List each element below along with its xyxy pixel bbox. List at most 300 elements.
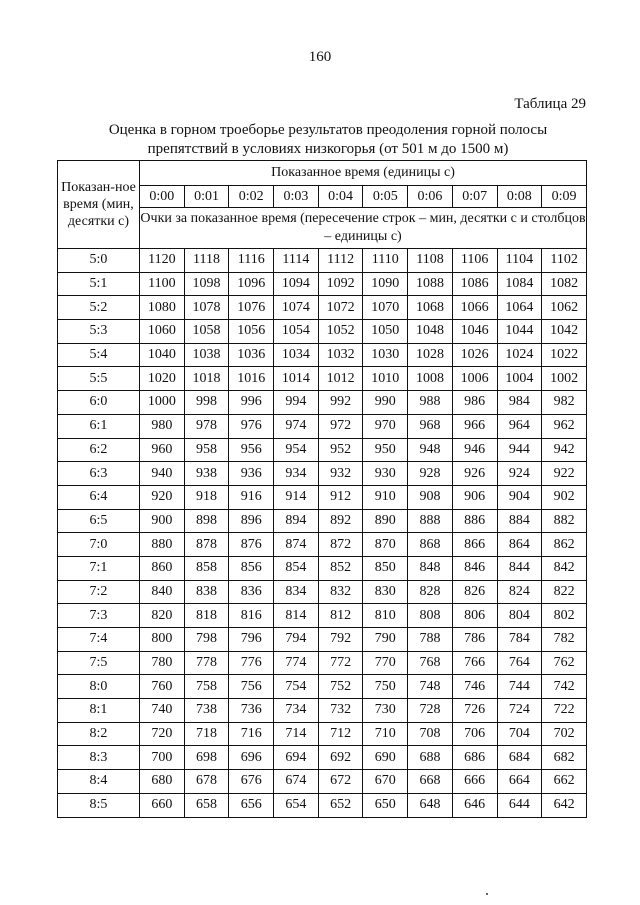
row-time-cell: 7:5: [58, 651, 140, 675]
score-cell: 1084: [497, 272, 542, 296]
table-row: [58, 509, 587, 533]
score-cell: 924: [497, 462, 542, 486]
score-cell: 1082: [542, 272, 587, 296]
score-cell: 880: [140, 533, 185, 557]
score-cell: 898: [184, 509, 229, 533]
score-cell: 706: [452, 722, 497, 746]
table-row: [58, 722, 587, 746]
score-cell: 668: [408, 770, 453, 794]
time-shown-header: Показанное время (единицы с): [140, 161, 587, 186]
row-time-cell: 5:1: [58, 272, 140, 296]
table-row: [58, 580, 587, 604]
score-cell: 694: [274, 746, 319, 770]
table-row: [58, 320, 587, 344]
score-cell: 836: [229, 580, 274, 604]
score-cell: 1088: [408, 272, 453, 296]
score-cell: 716: [229, 722, 274, 746]
score-cell: 1114: [274, 249, 319, 273]
score-cell: 854: [274, 556, 319, 580]
score-cell: 1086: [452, 272, 497, 296]
score-cell: 660: [140, 793, 185, 817]
score-cell: 1050: [363, 320, 408, 344]
score-cell: 982: [542, 391, 587, 415]
table-label: Таблица 29: [514, 96, 586, 112]
score-cell: 1062: [542, 296, 587, 320]
score-cell: 644: [497, 793, 542, 817]
score-cell: 848: [408, 556, 453, 580]
score-cell: 878: [184, 533, 229, 557]
score-cell: 1100: [140, 272, 185, 296]
score-cell: 810: [363, 604, 408, 628]
score-cell: 846: [452, 556, 497, 580]
score-cell: 962: [542, 414, 587, 438]
table-row: [58, 343, 587, 367]
row-time-cell: 8:4: [58, 770, 140, 794]
unit-header-cell: 0:03: [274, 186, 319, 208]
score-cell: 1112: [318, 249, 363, 273]
score-cell: 698: [184, 746, 229, 770]
score-cell: 932: [318, 462, 363, 486]
score-cell: 872: [318, 533, 363, 557]
score-cell: 976: [229, 414, 274, 438]
row-time-cell: 6:3: [58, 462, 140, 486]
score-cell: 900: [140, 509, 185, 533]
row-time-cell: 5:2: [58, 296, 140, 320]
score-cell: 710: [363, 722, 408, 746]
row-time-cell: 7:4: [58, 628, 140, 652]
score-cell: 952: [318, 438, 363, 462]
score-cell: 958: [184, 438, 229, 462]
score-cell: 1104: [497, 249, 542, 273]
score-cell: 736: [229, 699, 274, 723]
score-cell: 1096: [229, 272, 274, 296]
score-cell: 1120: [140, 249, 185, 273]
score-cell: 1002: [542, 367, 587, 391]
score-cell: 684: [497, 746, 542, 770]
score-cell: 672: [318, 770, 363, 794]
table-row: [58, 793, 587, 817]
unit-header-cell: 0:02: [229, 186, 274, 208]
score-cell: 652: [318, 793, 363, 817]
score-cell: 656: [229, 793, 274, 817]
score-cell: 1036: [229, 343, 274, 367]
score-cell: 818: [184, 604, 229, 628]
row-time-cell: 6:1: [58, 414, 140, 438]
score-cell: 862: [542, 533, 587, 557]
score-cell: 950: [363, 438, 408, 462]
score-cell: 676: [229, 770, 274, 794]
score-cell: 1118: [184, 249, 229, 273]
score-cell: 726: [452, 699, 497, 723]
score-cell: 738: [184, 699, 229, 723]
row-time-cell: 6:4: [58, 485, 140, 509]
table-row: [58, 770, 587, 794]
score-cell: 992: [318, 391, 363, 415]
score-cell: 934: [274, 462, 319, 486]
row-time-cell: 6:5: [58, 509, 140, 533]
score-cell: 722: [542, 699, 587, 723]
score-cell: 752: [318, 675, 363, 699]
score-cell: 750: [363, 675, 408, 699]
score-table: [57, 160, 587, 818]
score-cell: 720: [140, 722, 185, 746]
score-cell: 768: [408, 651, 453, 675]
score-cell: 740: [140, 699, 185, 723]
score-cell: 1058: [184, 320, 229, 344]
score-cell: 1040: [140, 343, 185, 367]
score-cell: 808: [408, 604, 453, 628]
score-cell: 678: [184, 770, 229, 794]
score-cell: 788: [408, 628, 453, 652]
score-cell: 806: [452, 604, 497, 628]
score-cell: 974: [274, 414, 319, 438]
score-cell: 748: [408, 675, 453, 699]
unit-header-cell: 0:01: [184, 186, 229, 208]
score-cell: 742: [542, 675, 587, 699]
score-cell: 828: [408, 580, 453, 604]
score-cell: 1116: [229, 249, 274, 273]
score-cell: 1072: [318, 296, 363, 320]
score-cell: 650: [363, 793, 408, 817]
score-cell: 928: [408, 462, 453, 486]
unit-header-cell: 0:06: [408, 186, 453, 208]
score-cell: 794: [274, 628, 319, 652]
score-cell: 986: [452, 391, 497, 415]
table-row: [58, 556, 587, 580]
score-cell: 784: [497, 628, 542, 652]
score-cell: 1106: [452, 249, 497, 273]
row-time-cell: 5:5: [58, 367, 140, 391]
score-cell: 908: [408, 485, 453, 509]
score-cell: 922: [542, 462, 587, 486]
row-time-cell: 6:2: [58, 438, 140, 462]
score-cell: 870: [363, 533, 408, 557]
score-cell: 662: [542, 770, 587, 794]
score-cell: 1094: [274, 272, 319, 296]
table-row: [58, 296, 587, 320]
score-cell: 802: [542, 604, 587, 628]
score-cell: 708: [408, 722, 453, 746]
table-row: [58, 462, 587, 486]
table-row: [58, 628, 587, 652]
score-cell: 800: [140, 628, 185, 652]
score-cell: 904: [497, 485, 542, 509]
score-cell: 980: [140, 414, 185, 438]
score-cell: 704: [497, 722, 542, 746]
score-cell: 998: [184, 391, 229, 415]
score-cell: 1108: [408, 249, 453, 273]
score-cell: 1012: [318, 367, 363, 391]
score-cell: 776: [229, 651, 274, 675]
score-cell: 732: [318, 699, 363, 723]
row-time-cell: 7:3: [58, 604, 140, 628]
score-cell: 942: [542, 438, 587, 462]
score-cell: 1042: [542, 320, 587, 344]
score-cell: 1020: [140, 367, 185, 391]
score-cell: 832: [318, 580, 363, 604]
row-time-cell: 5:3: [58, 320, 140, 344]
page-number: 160: [308, 49, 332, 65]
table-row: [58, 414, 587, 438]
score-cell: 996: [229, 391, 274, 415]
score-cell: 1098: [184, 272, 229, 296]
score-cell: 1000: [140, 391, 185, 415]
score-cell: 840: [140, 580, 185, 604]
score-cell: 948: [408, 438, 453, 462]
score-cell: 744: [497, 675, 542, 699]
score-cell: 910: [363, 485, 408, 509]
score-cell: 1048: [408, 320, 453, 344]
score-cell: 1080: [140, 296, 185, 320]
score-cell: 774: [274, 651, 319, 675]
score-cell: 972: [318, 414, 363, 438]
score-cell: 1008: [408, 367, 453, 391]
row-header-cell: Показан-ное время (мин, десятки с): [58, 161, 140, 249]
score-cell: 1026: [452, 343, 497, 367]
score-cell: 1014: [274, 367, 319, 391]
unit-header-cell: 0:09: [542, 186, 587, 208]
score-cell: 1022: [542, 343, 587, 367]
scan-dot: [486, 893, 488, 895]
points-note: Очки за показанное время (пересечение строк – мин, десятки с и столбцов – единицы с): [140, 208, 587, 249]
row-time-cell: 8:0: [58, 675, 140, 699]
score-cell: 712: [318, 722, 363, 746]
caption-line-2: препятствий в условиях низкогорья (от 501 м до 1500 м): [147, 141, 509, 157]
row-time-cell: 8:2: [58, 722, 140, 746]
score-cell: 864: [497, 533, 542, 557]
unit-header-cell: 0:05: [363, 186, 408, 208]
score-cell: 1076: [229, 296, 274, 320]
score-cell: 674: [274, 770, 319, 794]
score-cell: 838: [184, 580, 229, 604]
table-row: [58, 485, 587, 509]
row-time-cell: 5:4: [58, 343, 140, 367]
score-cell: 1018: [184, 367, 229, 391]
score-cell: 754: [274, 675, 319, 699]
score-cell: 988: [408, 391, 453, 415]
score-cell: 796: [229, 628, 274, 652]
score-cell: 778: [184, 651, 229, 675]
table-row: [58, 675, 587, 699]
score-cell: 804: [497, 604, 542, 628]
score-cell: 646: [452, 793, 497, 817]
score-cell: 700: [140, 746, 185, 770]
row-time-cell: 8:3: [58, 746, 140, 770]
score-cell: 842: [542, 556, 587, 580]
score-cell: 780: [140, 651, 185, 675]
score-cell: 956: [229, 438, 274, 462]
score-cell: 1034: [274, 343, 319, 367]
row-time-cell: 7:0: [58, 533, 140, 557]
score-cell: 1024: [497, 343, 542, 367]
score-cell: 816: [229, 604, 274, 628]
score-cell: 814: [274, 604, 319, 628]
score-cell: 1068: [408, 296, 453, 320]
score-cell: 1110: [363, 249, 408, 273]
score-cell: 760: [140, 675, 185, 699]
score-cell: 1038: [184, 343, 229, 367]
score-cell: 834: [274, 580, 319, 604]
score-cell: 724: [497, 699, 542, 723]
score-cell: 966: [452, 414, 497, 438]
score-cell: 826: [452, 580, 497, 604]
score-cell: 866: [452, 533, 497, 557]
table-row: [58, 249, 587, 273]
score-cell: 770: [363, 651, 408, 675]
row-time-cell: 7:1: [58, 556, 140, 580]
score-cell: 936: [229, 462, 274, 486]
score-cell: 682: [542, 746, 587, 770]
score-cell: 894: [274, 509, 319, 533]
score-cell: 798: [184, 628, 229, 652]
score-cell: 654: [274, 793, 319, 817]
score-cell: 918: [184, 485, 229, 509]
table-row: [58, 604, 587, 628]
score-cell: 690: [363, 746, 408, 770]
unit-header-cell: 0:07: [452, 186, 497, 208]
score-cell: 844: [497, 556, 542, 580]
table-row: [58, 746, 587, 770]
score-cell: 1052: [318, 320, 363, 344]
score-cell: 850: [363, 556, 408, 580]
score-cell: 978: [184, 414, 229, 438]
score-cell: 822: [542, 580, 587, 604]
score-cell: 884: [497, 509, 542, 533]
score-cell: 964: [497, 414, 542, 438]
score-cell: 772: [318, 651, 363, 675]
score-cell: 1102: [542, 249, 587, 273]
score-cell: 664: [497, 770, 542, 794]
caption-line-1: Оценка в горном троеборье результатов преодоления горной полосы: [108, 122, 548, 138]
score-cell: 1074: [274, 296, 319, 320]
score-cell: 1092: [318, 272, 363, 296]
row-time-cell: 5:0: [58, 249, 140, 273]
score-cell: 702: [542, 722, 587, 746]
score-cell: 984: [497, 391, 542, 415]
score-cell: 782: [542, 628, 587, 652]
score-cell: 790: [363, 628, 408, 652]
score-cell: 886: [452, 509, 497, 533]
score-cell: 648: [408, 793, 453, 817]
score-cell: 1066: [452, 296, 497, 320]
score-cell: 1004: [497, 367, 542, 391]
score-cell: 718: [184, 722, 229, 746]
score-cell: 820: [140, 604, 185, 628]
score-cell: 1046: [452, 320, 497, 344]
score-cell: 1044: [497, 320, 542, 344]
row-time-cell: 8:5: [58, 793, 140, 817]
score-cell: 824: [497, 580, 542, 604]
score-cell: 746: [452, 675, 497, 699]
score-cell: 1060: [140, 320, 185, 344]
table-row: [58, 651, 587, 675]
unit-header-cell: 0:08: [497, 186, 542, 208]
score-cell: 888: [408, 509, 453, 533]
table-row: [58, 367, 587, 391]
score-cell: 1006: [452, 367, 497, 391]
unit-header-cell: 0:04: [318, 186, 363, 208]
score-cell: 912: [318, 485, 363, 509]
table-row: [58, 533, 587, 557]
score-cell: 766: [452, 651, 497, 675]
score-cell: 914: [274, 485, 319, 509]
score-cell: 876: [229, 533, 274, 557]
table-row: [58, 391, 587, 415]
score-cell: 1064: [497, 296, 542, 320]
score-cell: 830: [363, 580, 408, 604]
score-cell: 756: [229, 675, 274, 699]
score-cell: 944: [497, 438, 542, 462]
table-caption: [58, 121, 598, 159]
score-cell: 1010: [363, 367, 408, 391]
score-cell: 728: [408, 699, 453, 723]
score-cell: 792: [318, 628, 363, 652]
score-cell: 856: [229, 556, 274, 580]
score-cell: 1016: [229, 367, 274, 391]
score-cell: 930: [363, 462, 408, 486]
score-cell: 762: [542, 651, 587, 675]
score-cell: 954: [274, 438, 319, 462]
score-cell: 764: [497, 651, 542, 675]
score-cell: 896: [229, 509, 274, 533]
score-cell: 906: [452, 485, 497, 509]
score-cell: 916: [229, 485, 274, 509]
score-cell: 940: [140, 462, 185, 486]
table-body: [58, 249, 587, 818]
score-cell: 852: [318, 556, 363, 580]
score-cell: 666: [452, 770, 497, 794]
score-cell: 960: [140, 438, 185, 462]
score-cell: 642: [542, 793, 587, 817]
score-cell: 786: [452, 628, 497, 652]
score-cell: 970: [363, 414, 408, 438]
score-cell: 1054: [274, 320, 319, 344]
row-time-cell: 7:2: [58, 580, 140, 604]
row-time-cell: 6:0: [58, 391, 140, 415]
score-cell: 938: [184, 462, 229, 486]
score-cell: 994: [274, 391, 319, 415]
score-cell: 680: [140, 770, 185, 794]
score-cell: 1070: [363, 296, 408, 320]
score-cell: 686: [452, 746, 497, 770]
score-cell: 868: [408, 533, 453, 557]
score-cell: 1032: [318, 343, 363, 367]
score-cell: 714: [274, 722, 319, 746]
score-cell: 1028: [408, 343, 453, 367]
score-cell: 1078: [184, 296, 229, 320]
score-cell: 892: [318, 509, 363, 533]
score-cell: 696: [229, 746, 274, 770]
score-cell: 920: [140, 485, 185, 509]
score-cell: 758: [184, 675, 229, 699]
table-row: [58, 272, 587, 296]
score-cell: 858: [184, 556, 229, 580]
score-cell: 890: [363, 509, 408, 533]
table-row: [58, 699, 587, 723]
row-time-cell: 8:1: [58, 699, 140, 723]
unit-header-cell: 0:00: [140, 186, 185, 208]
score-cell: 658: [184, 793, 229, 817]
score-cell: 926: [452, 462, 497, 486]
score-cell: 812: [318, 604, 363, 628]
score-cell: 1030: [363, 343, 408, 367]
score-cell: 874: [274, 533, 319, 557]
score-cell: 670: [363, 770, 408, 794]
score-cell: 860: [140, 556, 185, 580]
table-row: [58, 438, 587, 462]
score-cell: 692: [318, 746, 363, 770]
score-cell: 688: [408, 746, 453, 770]
